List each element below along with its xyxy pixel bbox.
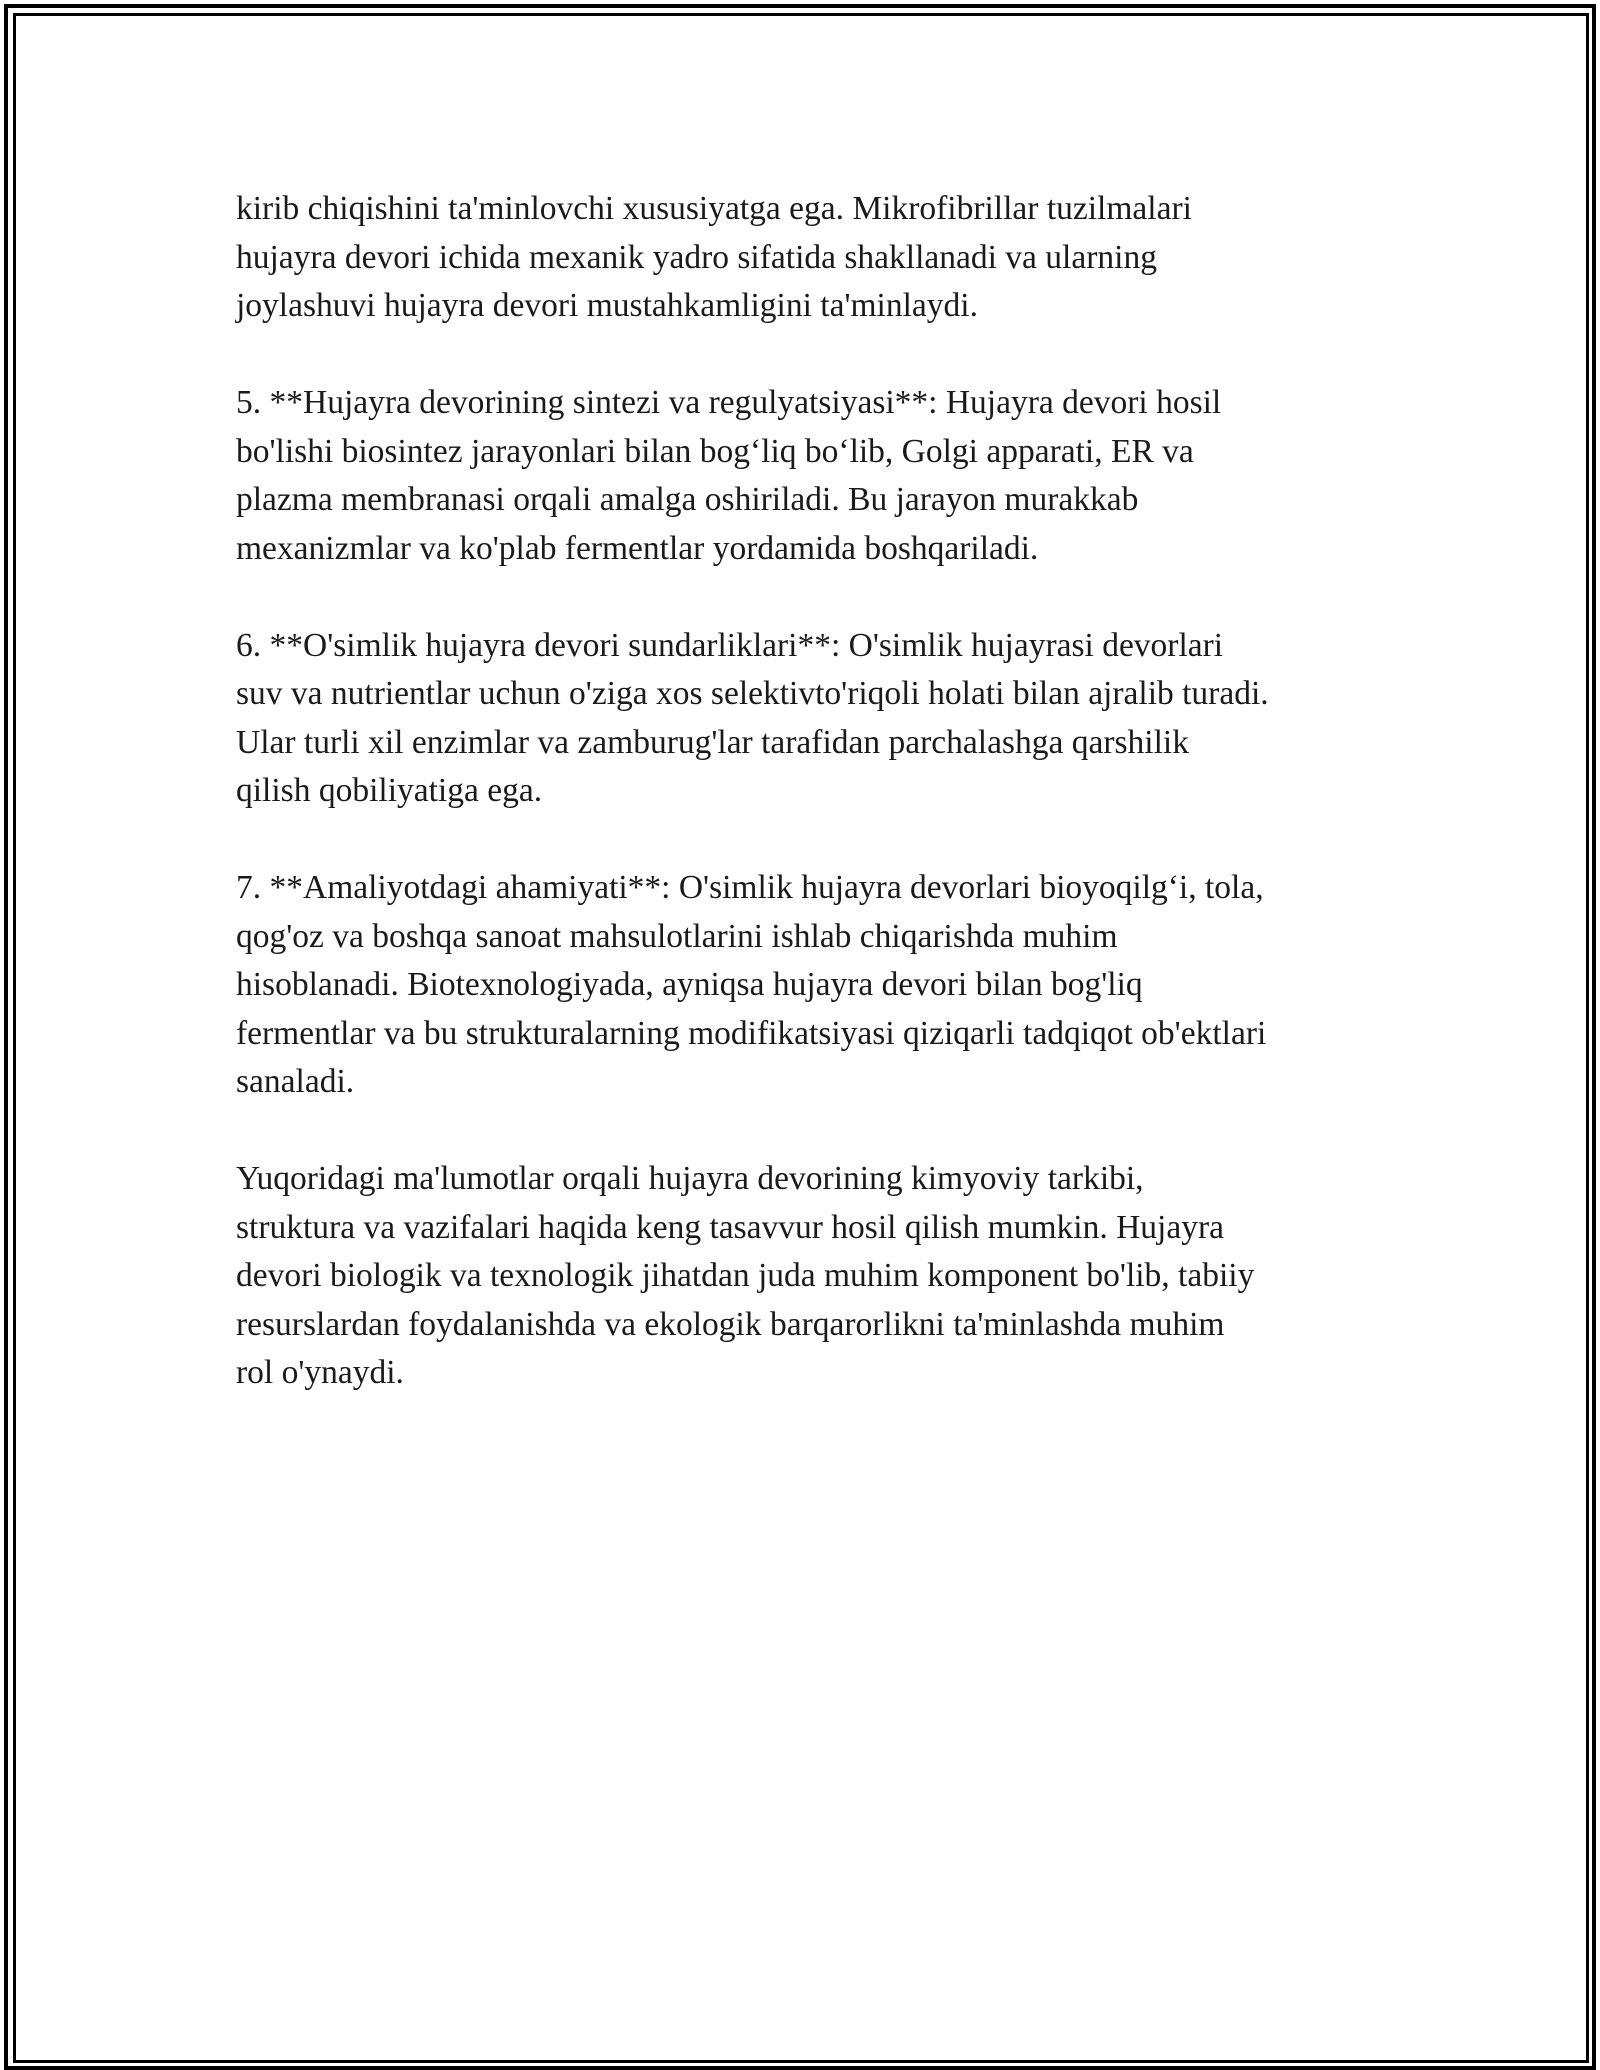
text-line: qog'oz va boshqa sanoat mahsulotlarini ishlab chiqarishda muhim (236, 917, 1118, 955)
paragraph-item-6 (236, 622, 1386, 816)
text-line: hisoblanadi. Biotexnologiyada, ayniqsa hujayra devori bilan bog'liq (236, 966, 1143, 1003)
text-line: fermentlar va bu strukturalarning modifikatsiyasi qiziqarli tadqiqot ob'ektlari (236, 1014, 1267, 1052)
text-line: devori biologik va texnologik jihatdan juda muhim komponent bo'lib, tabiiy (236, 1257, 1255, 1294)
text-line: hujayra devori ichida mexanik yadro sifatida shakllanadi va ularning (236, 238, 1157, 276)
text-line: mexanizmlar va ko'plab fermentlar yordamida boshqariladi. (236, 529, 1039, 567)
text-line: rol o'ynaydi. (236, 1354, 404, 1391)
text-line: qilish qobiliyatiga ega. (236, 772, 543, 809)
text-line: Ular turli xil enzimlar va zamburug'lar tarafidan parchalashga qarshilik (236, 723, 1189, 761)
paragraph-item-5 (236, 379, 1386, 573)
text-line: 6. **O'simlik hujayra devori sundarliklari**: O'simlik hujayrasi devorlari (236, 626, 1224, 664)
text-line: Yuqoridagi ma'lumotlar orqali hujayra devorining kimyoviy tarkibi, (236, 1160, 1144, 1197)
paragraph-item-7 (236, 864, 1386, 1107)
text-line: 7. **Amaliyotdagi ahamiyati**: O'simlik hujayra devorlari bioyoqilg‘i, tola, (236, 869, 1264, 906)
text-line: 5. **Hujayra devorining sintezi va regulyatsiyasi**: Hujayra devori hosil (236, 384, 1222, 421)
text-line: plazma membranasi orqali amalga oshiriladi. Bu jarayon murakkab (236, 481, 1139, 518)
document-body (236, 185, 1386, 1446)
text-line: struktura va vazifalari haqida keng tasavvur hosil qilish mumkin. Hujayra (236, 1208, 1224, 1246)
text-line: sanaladi. (236, 1063, 355, 1100)
paragraph-conclusion (236, 1155, 1386, 1398)
text-line: resurslardan foydalanishda va ekologik barqarorlikni ta'minlashda muhim (236, 1305, 1225, 1343)
text-line: suv va nutrientlar uchun o'ziga xos selektivto'riqoli holati bilan ajralib turadi. (236, 675, 1269, 712)
paragraph-cell-wall-structure (236, 185, 1386, 331)
text-line: bo'lishi biosintez jarayonlari bilan bog‘liq bo‘lib, Golgi apparati, ER va (236, 432, 1194, 470)
text-line: joylashuvi hujayra devori mustahkamligini ta'minlaydi. (236, 287, 978, 324)
text-line: kirib chiqishini ta'minlovchi xususiyatga ega. Mikrofibrillar tuzilmalari (236, 190, 1192, 227)
